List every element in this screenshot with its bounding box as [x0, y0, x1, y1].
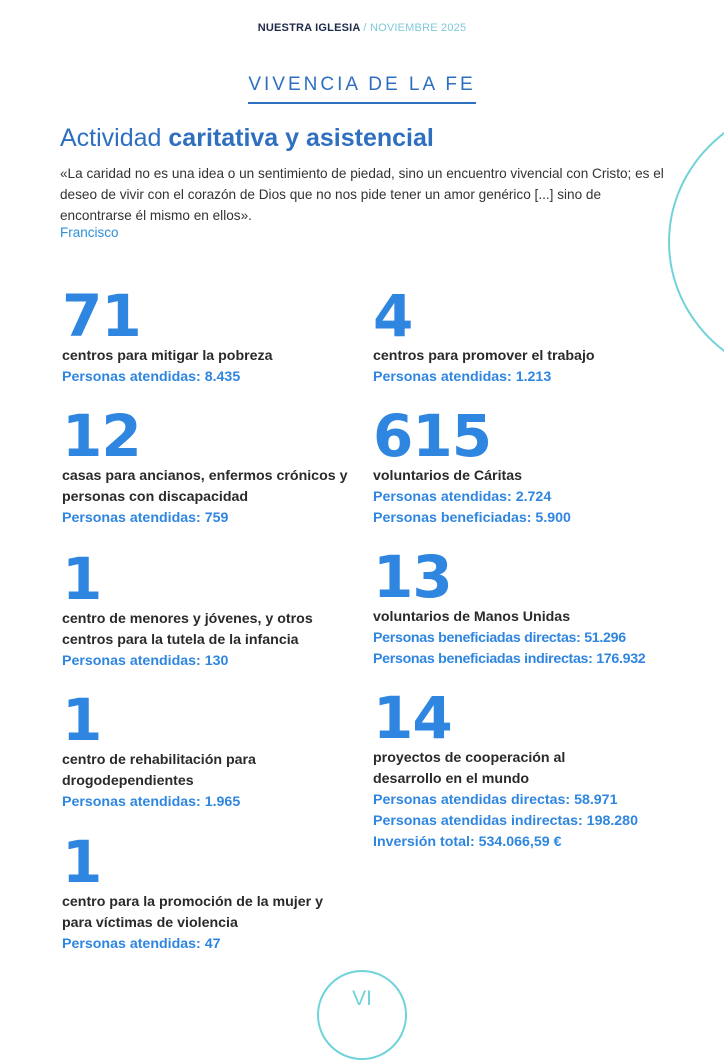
stat-detail: Personas beneficiadas directas: 51.296 [373, 630, 626, 646]
section-title-text: VIVENCIA DE LA FE [248, 74, 475, 104]
publication-name: NUESTRA IGLESIA [257, 22, 361, 34]
page-title [60, 124, 434, 153]
stat-number: 1 [62, 545, 102, 613]
stat-block [62, 282, 382, 388]
stat-number: 4 [373, 282, 413, 350]
stat-block [62, 402, 362, 529]
stat-description: proyectos de cooperación al desarrollo en el mundo [373, 750, 566, 787]
stat-detail: Personas atendidas: 1.965 [62, 794, 241, 810]
stat-description: voluntarios de Manos Unidas [373, 609, 571, 625]
stat-detail: Personas atendidas: 8.435 [62, 369, 241, 385]
stat-detail: Personas beneficiadas indirectas: 176.932 [373, 651, 646, 667]
stat-number: 71 [62, 282, 141, 350]
stat-detail: Personas beneficiadas: 5.900 [373, 510, 571, 526]
stat-block [373, 543, 673, 670]
stat-detail: Inversión total: 534.066,59 € [373, 834, 562, 850]
stat-description: centro de rehabilitación para drogodependientes [62, 752, 256, 789]
stat-description: voluntarios de Cáritas [373, 468, 523, 484]
stat-block [62, 828, 352, 955]
quote: «La caridad no es una idea o un sentimiento de piedad, sino un encuentro vivencial con Cristo; es el deseo de vivir con el corazón de Dios que no nos pide tener un amor genérico [...] sino de encontrarse él mismo en ellos». [60, 166, 664, 223]
stat-number: 1 [62, 828, 102, 896]
stat-number: 12 [62, 402, 141, 470]
stat-detail: Personas atendidas: 2.724 [373, 489, 552, 505]
stat-block [373, 684, 673, 853]
stat-detail: Personas atendidas: 1.213 [373, 369, 552, 385]
stat-block [373, 402, 693, 529]
stat-detail: Personas atendidas indirectas: 198.280 [373, 813, 638, 829]
stat-description: centros para mitigar la pobreza [62, 348, 273, 364]
stat-number: 615 [373, 402, 492, 470]
stat-detail: Personas atendidas: 130 [62, 653, 229, 669]
page-title-light: Actividad [60, 124, 162, 152]
stat-number: 14 [373, 684, 452, 752]
stat-description: centro de menores y jóvenes, y otros centros para la tutela de la infancia [62, 611, 313, 648]
page-title-bold: caritativa y asistencial [168, 124, 434, 152]
stat-block [62, 545, 352, 672]
running-header [0, 22, 724, 34]
stat-description: centro para la promoción de la mujer y para víctimas de violencia [62, 894, 323, 931]
stat-description: casas para ancianos, enfermos crónicos y personas con discapacidad [62, 468, 348, 505]
stat-detail: Personas atendidas: 759 [62, 510, 229, 526]
stat-number: 1 [62, 686, 102, 754]
issue-date: NOVIEMBRE 2025 [369, 22, 467, 34]
stat-number: 13 [373, 543, 452, 611]
stat-block [373, 282, 693, 388]
section-title [0, 74, 724, 104]
stat-description: centros para promover el trabajo [373, 348, 595, 364]
page-number-circle [317, 970, 407, 1060]
quote-author: Francisco [60, 225, 119, 240]
stat-detail: Personas atendidas directas: 58.971 [373, 792, 618, 808]
header-separator: / [363, 22, 367, 34]
stat-block [62, 686, 312, 813]
page-number: VI [352, 987, 372, 1010]
stat-detail: Personas atendidas: 47 [62, 936, 221, 952]
